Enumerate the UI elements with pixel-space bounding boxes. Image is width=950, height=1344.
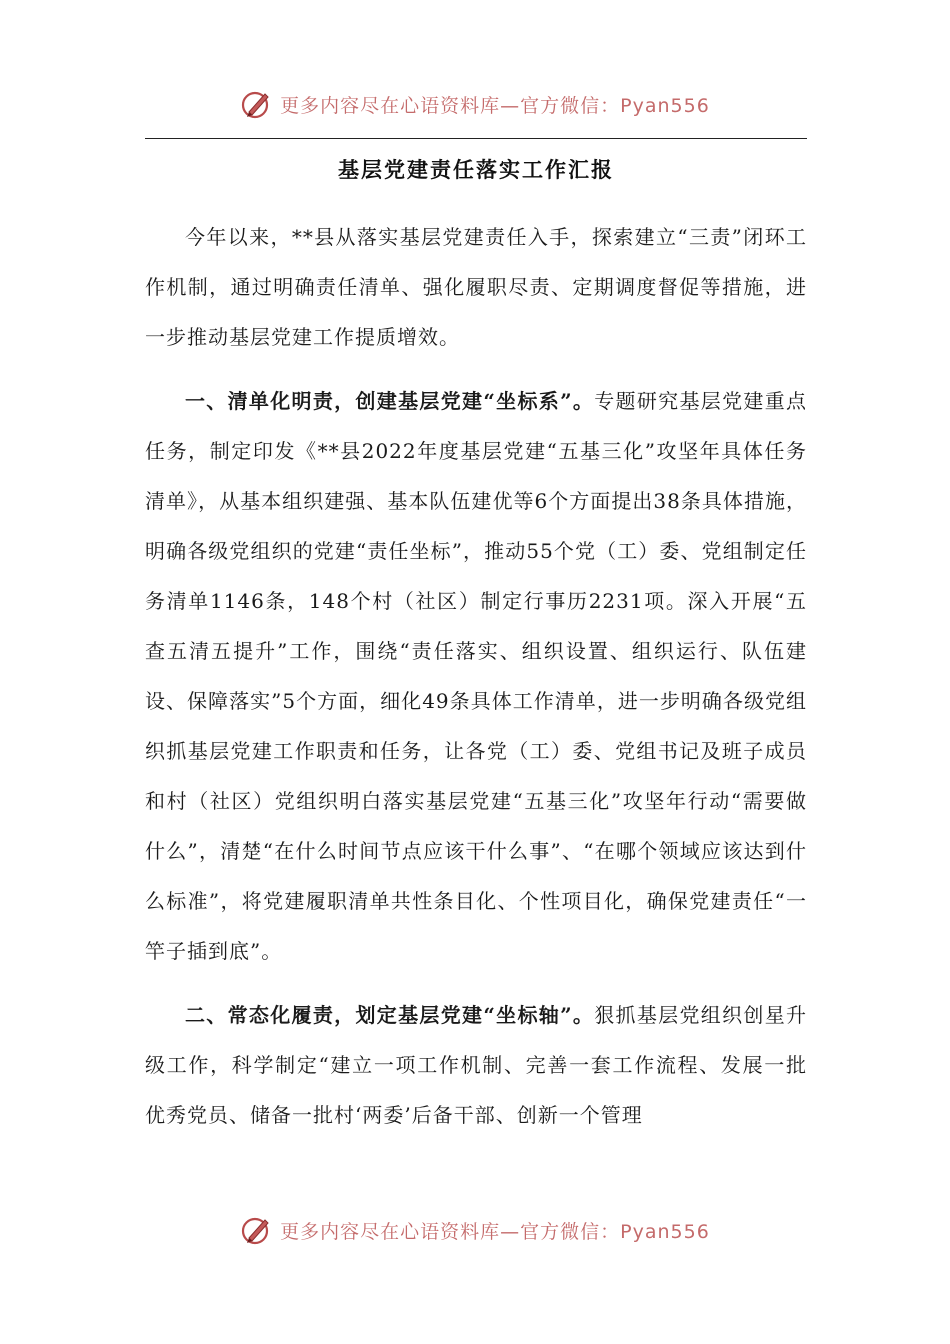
banner-text: 更多内容尽在心语资料库—官方微信：Pyan556 <box>280 94 710 117</box>
section-1-heading: 一、清单化明责，创建基层党建“坐标系”。 <box>185 389 595 413</box>
section-2-heading: 二、常态化履责，划定基层党建“坐标轴”。 <box>185 1003 595 1027</box>
paragraph-intro-text: 今年以来，**县从落实基层党建责任入手，探索建立“三责”闭环工作机制，通过明确责任清单、强化履职尽责、定期调度督促等措施，进一步推动基层党建工作提质增效。 <box>145 225 807 349</box>
section-2-text: 狠抓基层党组织创星升级工作，科学制定“建立一项工作机制、完善一套工作流程、发展一批优秀党员、储备一批村‘两委’后备干部、创新一个管理 <box>145 1003 808 1127</box>
header-banner <box>0 84 950 124</box>
paragraph-section-1 <box>145 376 807 976</box>
footer-banner <box>0 1210 950 1250</box>
document-title: 基层党建责任落实工作汇报 <box>338 157 614 182</box>
section-1-text: 专题研究基层党建重点任务，制定印发《**县2022年度基层党建“五基三化”攻坚年具体任务清单》，从基本组织建强、基本队伍建优等6个方面提出38条具体措施，明确各级党组织的党建“责任坐标”，推动55个党（工）委、党组制定任务清单1146条，148个村（社区）制定行事历2231项。深入开展“五查五清五提升”工作，围绕“责任落实、组织设置、组织运行、队伍建设、保障落实”5个方面，细化49条具体工作清单，进一步明确各级党组织抓基层党建工作职责和任务，让各党（工）委、党组书记及班子成员和村（社区）党组织明白落实基层党建“五基三化”攻坚年行动“需要做什么”，清楚“在什么时间节点应该干什么事”、“在哪个领域应该达到什么标准”，将党建履职清单共性条目化、个性项目化，确保党建责任“一竿子插到底”。 <box>145 389 808 963</box>
banner-text: 更多内容尽在心语资料库—官方微信：Pyan556 <box>280 1220 710 1243</box>
header-divider <box>145 138 807 139</box>
paragraph-intro <box>145 212 807 362</box>
document-body <box>145 212 807 1140</box>
pen-logo-icon <box>240 1213 274 1247</box>
paragraph-section-2 <box>145 990 807 1140</box>
pen-logo-icon <box>240 87 274 121</box>
